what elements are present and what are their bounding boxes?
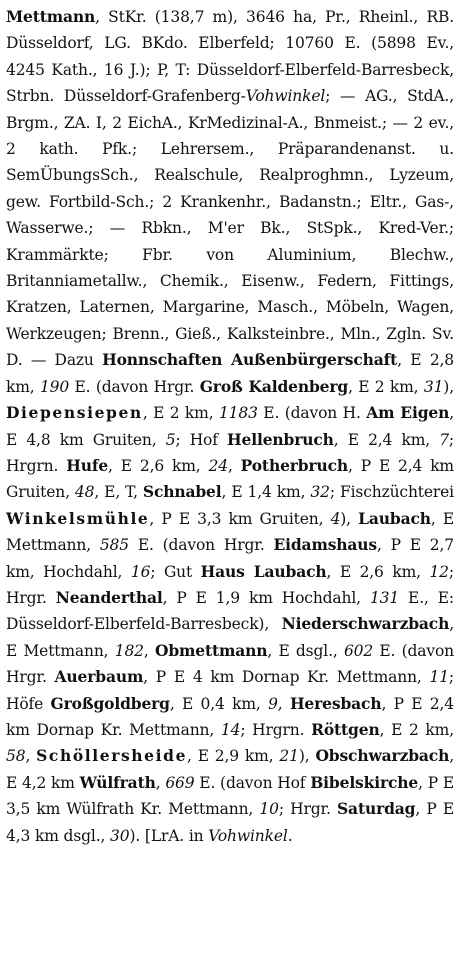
italic-figure: 30 [110, 826, 130, 845]
place-name: Hellenbruch [227, 429, 334, 449]
place-name: Potherbruch [240, 455, 349, 475]
place-name: Hufe [66, 455, 109, 475]
entry-text-run: ; Hrgr. [278, 800, 338, 819]
place-name: Honnschaften Außenbürgerschaft [102, 350, 398, 370]
entry-text-run: , E 2,8 km, [6, 351, 455, 396]
italic-figure: 1183 [218, 404, 258, 423]
italic-figure: 12 [429, 562, 449, 581]
entry-text-run: , P E 3,5 km Wülfrath Kr. Mettmann, [6, 773, 454, 819]
entry-text-run: ). [LrA. in [129, 826, 209, 845]
entry-text-run: E. (davon Hof [194, 773, 311, 792]
italic-figure: 11 [429, 668, 449, 687]
place-name: Am Eigen [366, 403, 450, 423]
entry-text-run: ; Gut [150, 562, 201, 581]
entry-text-run: , [277, 694, 290, 713]
entry-text-run: ), [340, 509, 359, 528]
gazetteer-entry-mettmann [6, 4, 454, 849]
italic-figure: 21 [279, 747, 299, 766]
place-name: Eidamshaus [273, 535, 377, 555]
italic-figure: 9 [268, 694, 278, 713]
place-name: Wülfrath [79, 772, 156, 792]
place-name: Winkelsmühle [6, 508, 150, 528]
entry-text-run: ), [298, 747, 316, 766]
place-name: Saturdag [337, 799, 416, 819]
entry-text-run: E. (davon Hrgr. [6, 641, 454, 687]
italic-figure: 14 [220, 720, 241, 739]
italic-figure: 4 [330, 509, 341, 528]
entry-text-run: , E 2,9 km, [187, 747, 280, 766]
entry-text-run: E. (davon H. [257, 404, 367, 423]
italic-figure: Vohwinkel [208, 826, 288, 845]
italic-figure: 58 [6, 747, 26, 766]
italic-figure: 32 [310, 483, 330, 502]
entry-text-run: , E Mettmann, [6, 615, 454, 660]
italic-figure: 182 [114, 641, 144, 660]
italic-figure: 190 [39, 377, 70, 396]
entry-text-run: ; — AG., StdA., Brgm., ZA. I, 2 EichA., KrMedizinal-A., Bnmeist.; — 2 ev., 2 kath. Pfk.; Lehrersem., Präparandenanst. u. SemÜbungsSch., Realschule, Realproghmn., Lyzeum, gew. Fortbild-Sch.; 2 Krankenhr., Badanstn.; Eltr., Gas-, Wasserwe.; — Rbkn., M'er Bk., StSpk., Kred-Ver.; Krammärkte; Fbr. von Aluminium, Blechw., Britanniametallw., Chemik., Eisenw., Federn, Fittings, Kratzen, Laternen, Margarine, Masch., Möbeln, Wagen, Werkzeugen; Brenn., Gieß., Kalksteinbre., Mln., Zgln. Sv. D. — Dazu [6, 87, 454, 370]
place-name: Schöllersheide [36, 746, 188, 766]
italic-figure: 24 [208, 456, 228, 475]
entry-text-run: ; Hrgrn. [6, 430, 454, 475]
italic-figure: 585 [99, 536, 129, 555]
entry-text-run: , E 4,2 km [6, 747, 454, 792]
entry-text-run: , E 2 km, [348, 377, 424, 396]
place-name: Auerbaum [54, 667, 144, 687]
entry-text-run: , E 1,4 km, [221, 483, 311, 502]
italic-figure: 602 [343, 641, 374, 660]
entry-text-run: , E 2,6 km, [326, 562, 430, 581]
entry-text-run: ; Hrgrn. [240, 720, 312, 739]
place-name: Bibelskirche [310, 772, 419, 792]
entry-text-run: , [25, 747, 37, 766]
entry-text-run: , [227, 456, 241, 475]
entry-text-run: , [155, 773, 166, 792]
place-name: Großgoldberg [50, 693, 170, 713]
italic-figure: 669 [165, 773, 195, 792]
place-name: Diepensiepen [6, 403, 143, 423]
place-name: Mettmann [6, 7, 96, 26]
italic-figure: 131 [369, 588, 400, 607]
entry-text-run: , P E 4 km Dornap Kr. Mettmann, [143, 668, 430, 687]
entry-text-run: , E, T, [94, 483, 143, 502]
entry-text-run: , E dsgl., [267, 641, 344, 660]
entry-text-run: ; Höfe [6, 668, 454, 713]
entry-text-run: , P E 4,3 km dsgl., [6, 800, 454, 845]
place-name: Groß Kaldenberg [199, 376, 349, 396]
italic-figure: 48 [74, 483, 95, 502]
italic-figure: 7 [439, 430, 449, 449]
entry-text-run: E. (davon Hrgr. [69, 377, 200, 396]
entry-text-run: ), [443, 377, 454, 396]
entry-text-run: , P E 2,7 km, Hochdahl, [6, 536, 454, 581]
entry-text-run: , P E 1,9 km Hochdahl, [162, 588, 370, 607]
entry-text-run: . [287, 826, 293, 845]
entry-text-run: , P E 2,4 km Gruiten, [6, 456, 454, 502]
place-name: Laubach [358, 508, 431, 528]
place-name: Niederschwarzbach [281, 614, 450, 634]
italic-figure: 16 [130, 562, 151, 581]
entry-text-run: E., E: Düsseldorf-Elberfeld-Barresbeck), [6, 588, 454, 634]
entry-text-run: , E 4,8 km Gruiten, [6, 404, 454, 449]
place-name: Schnabel [142, 482, 222, 502]
entry-text-run: , E 0,4 km, [169, 694, 269, 713]
entry-text-run: ; Hrgr. [6, 562, 454, 607]
place-name: Haus Laubach [200, 561, 327, 581]
italic-figure: 31 [423, 377, 444, 396]
place-name: Obschwarzbach [315, 746, 450, 766]
entry-text-run: , StKr. (138,7 m), 3646 ha, Pr., Rheinl., RB. Düsseldorf, LG. BKdo. Elberfeld; 10760 E. (5898 Ev., 4245 Kath., 16 J.); P, T: Düsseldorf-Elberfeld-Barresbeck, Strbn. Düsseldorf-Grafenberg- [6, 8, 454, 106]
entry-text-run: , E 2 km, [142, 404, 219, 423]
place-name: Heresbach [289, 693, 382, 713]
place-name: Röttgen [311, 719, 380, 739]
entry-text-run: , E 2 km, [379, 720, 454, 739]
entry-text-run: ; Fischzüchterei [329, 483, 454, 502]
italic-figure: Vohwinkel [245, 87, 326, 106]
entry-text-run: E. (davon Hrgr. [128, 536, 274, 555]
entry-text-run: ; Hof [175, 430, 228, 449]
entry-text-run: , P E 3,3 km Gruiten, [149, 509, 331, 528]
place-name: Obmettmann [154, 640, 268, 660]
entry-text-run: , E 2,4 km, [333, 430, 440, 449]
entry-text-run: , P E 2,4 km Dornap Kr. Mettmann, [6, 694, 454, 739]
entry-text-run: , [143, 641, 155, 660]
place-name: Neanderthal [55, 587, 163, 607]
entry-text-run: , E Mettmann, [6, 509, 455, 555]
entry-text-run: , E 2,6 km, [108, 456, 209, 475]
italic-figure: 5 [165, 430, 176, 449]
italic-figure: 10 [259, 800, 279, 819]
